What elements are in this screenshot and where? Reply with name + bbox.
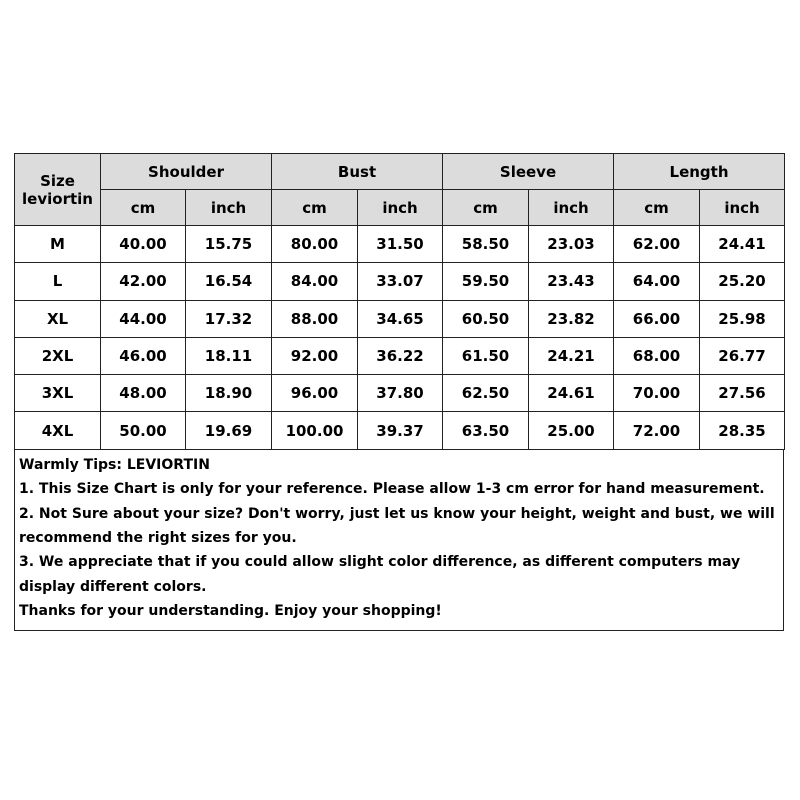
bust-cm-cell: 80.00 <box>272 226 358 263</box>
bust-inch-cell: 37.80 <box>358 375 443 412</box>
sleeve-inch-cell: 25.00 <box>529 412 614 449</box>
table-row <box>15 337 785 374</box>
tip-2: 2. Not Sure about your size? Don't worry, just let us know your height, weight and bust, we will recommend the right sizes for you. <box>19 505 775 546</box>
bust-cm-cell: 100.00 <box>272 412 358 449</box>
size-cell: 2XL <box>15 337 101 374</box>
size-table <box>14 153 785 450</box>
sleeve-inch-cell: 23.43 <box>529 263 614 300</box>
sleeve-cm-cell: 63.50 <box>443 412 529 449</box>
bust-cm-cell: 84.00 <box>272 263 358 300</box>
tips-title: Warmly Tips: LEVIORTIN <box>19 456 210 473</box>
size-column-header <box>15 154 101 226</box>
length-cm-cell: 64.00 <box>614 263 700 300</box>
table-row <box>15 263 785 300</box>
sleeve-cm-cell: 60.50 <box>443 300 529 337</box>
table-row <box>15 300 785 337</box>
length-inch-cell: 25.20 <box>700 263 785 300</box>
shoulder-header: Shoulder <box>101 154 272 190</box>
table-row <box>15 226 785 263</box>
length-cm-header: cm <box>614 190 700 226</box>
length-cm-cell: 72.00 <box>614 412 700 449</box>
sleeve-inch-cell: 24.61 <box>529 375 614 412</box>
size-chart <box>14 153 784 631</box>
tip-3: 3. We appreciate that if you could allow slight color difference, as different computers may display different colors. <box>19 554 741 595</box>
table-row <box>15 375 785 412</box>
sleeve-cm-cell: 61.50 <box>443 337 529 374</box>
shoulder-inch-cell: 16.54 <box>186 263 272 300</box>
sleeve-cm-header: cm <box>443 190 529 226</box>
bust-cm-cell: 92.00 <box>272 337 358 374</box>
sleeve-inch-cell: 23.82 <box>529 300 614 337</box>
bust-inch-cell: 31.50 <box>358 226 443 263</box>
bust-inch-cell: 33.07 <box>358 263 443 300</box>
length-header: Length <box>614 154 785 190</box>
sleeve-inch-cell: 24.21 <box>529 337 614 374</box>
shoulder-cm-cell: 48.00 <box>101 375 186 412</box>
shoulder-inch-cell: 18.11 <box>186 337 272 374</box>
length-inch-cell: 27.56 <box>700 375 785 412</box>
shoulder-inch-cell: 17.32 <box>186 300 272 337</box>
sleeve-inch-cell: 23.03 <box>529 226 614 263</box>
shoulder-inch-header: inch <box>186 190 272 226</box>
length-inch-cell: 25.98 <box>700 300 785 337</box>
bust-header: Bust <box>272 154 443 190</box>
length-cm-cell: 62.00 <box>614 226 700 263</box>
size-cell: 4XL <box>15 412 101 449</box>
bust-cm-cell: 88.00 <box>272 300 358 337</box>
tips-thanks: Thanks for your understanding. Enjoy your shopping! <box>19 603 442 620</box>
size-cell: M <box>15 226 101 263</box>
length-inch-cell: 28.35 <box>700 412 785 449</box>
size-header-line1: Size <box>40 171 75 190</box>
shoulder-cm-cell: 46.00 <box>101 337 186 374</box>
length-cm-cell: 70.00 <box>614 375 700 412</box>
length-inch-cell: 26.77 <box>700 337 785 374</box>
tip-1: 1. This Size Chart is only for your reference. Please allow 1-3 cm error for hand measurement. <box>19 481 765 498</box>
sleeve-inch-header: inch <box>529 190 614 226</box>
bust-inch-header: inch <box>358 190 443 226</box>
length-inch-cell: 24.41 <box>700 226 785 263</box>
shoulder-cm-header: cm <box>101 190 186 226</box>
length-cm-cell: 66.00 <box>614 300 700 337</box>
size-cell: XL <box>15 300 101 337</box>
size-cell: 3XL <box>15 375 101 412</box>
length-inch-header: inch <box>700 190 785 226</box>
bust-inch-cell: 36.22 <box>358 337 443 374</box>
sleeve-cm-cell: 62.50 <box>443 375 529 412</box>
table-body <box>15 226 785 450</box>
tips-box <box>14 450 784 631</box>
shoulder-cm-cell: 42.00 <box>101 263 186 300</box>
size-cell: L <box>15 263 101 300</box>
bust-cm-cell: 96.00 <box>272 375 358 412</box>
bust-inch-cell: 39.37 <box>358 412 443 449</box>
table-header <box>15 154 785 226</box>
shoulder-cm-cell: 40.00 <box>101 226 186 263</box>
sleeve-cm-cell: 59.50 <box>443 263 529 300</box>
length-cm-cell: 68.00 <box>614 337 700 374</box>
sleeve-cm-cell: 58.50 <box>443 226 529 263</box>
shoulder-cm-cell: 50.00 <box>101 412 186 449</box>
shoulder-inch-cell: 15.75 <box>186 226 272 263</box>
size-header-line2: leviortin <box>22 189 93 208</box>
shoulder-inch-cell: 19.69 <box>186 412 272 449</box>
table-row <box>15 412 785 449</box>
shoulder-cm-cell: 44.00 <box>101 300 186 337</box>
bust-inch-cell: 34.65 <box>358 300 443 337</box>
shoulder-inch-cell: 18.90 <box>186 375 272 412</box>
bust-cm-header: cm <box>272 190 358 226</box>
sleeve-header: Sleeve <box>443 154 614 190</box>
